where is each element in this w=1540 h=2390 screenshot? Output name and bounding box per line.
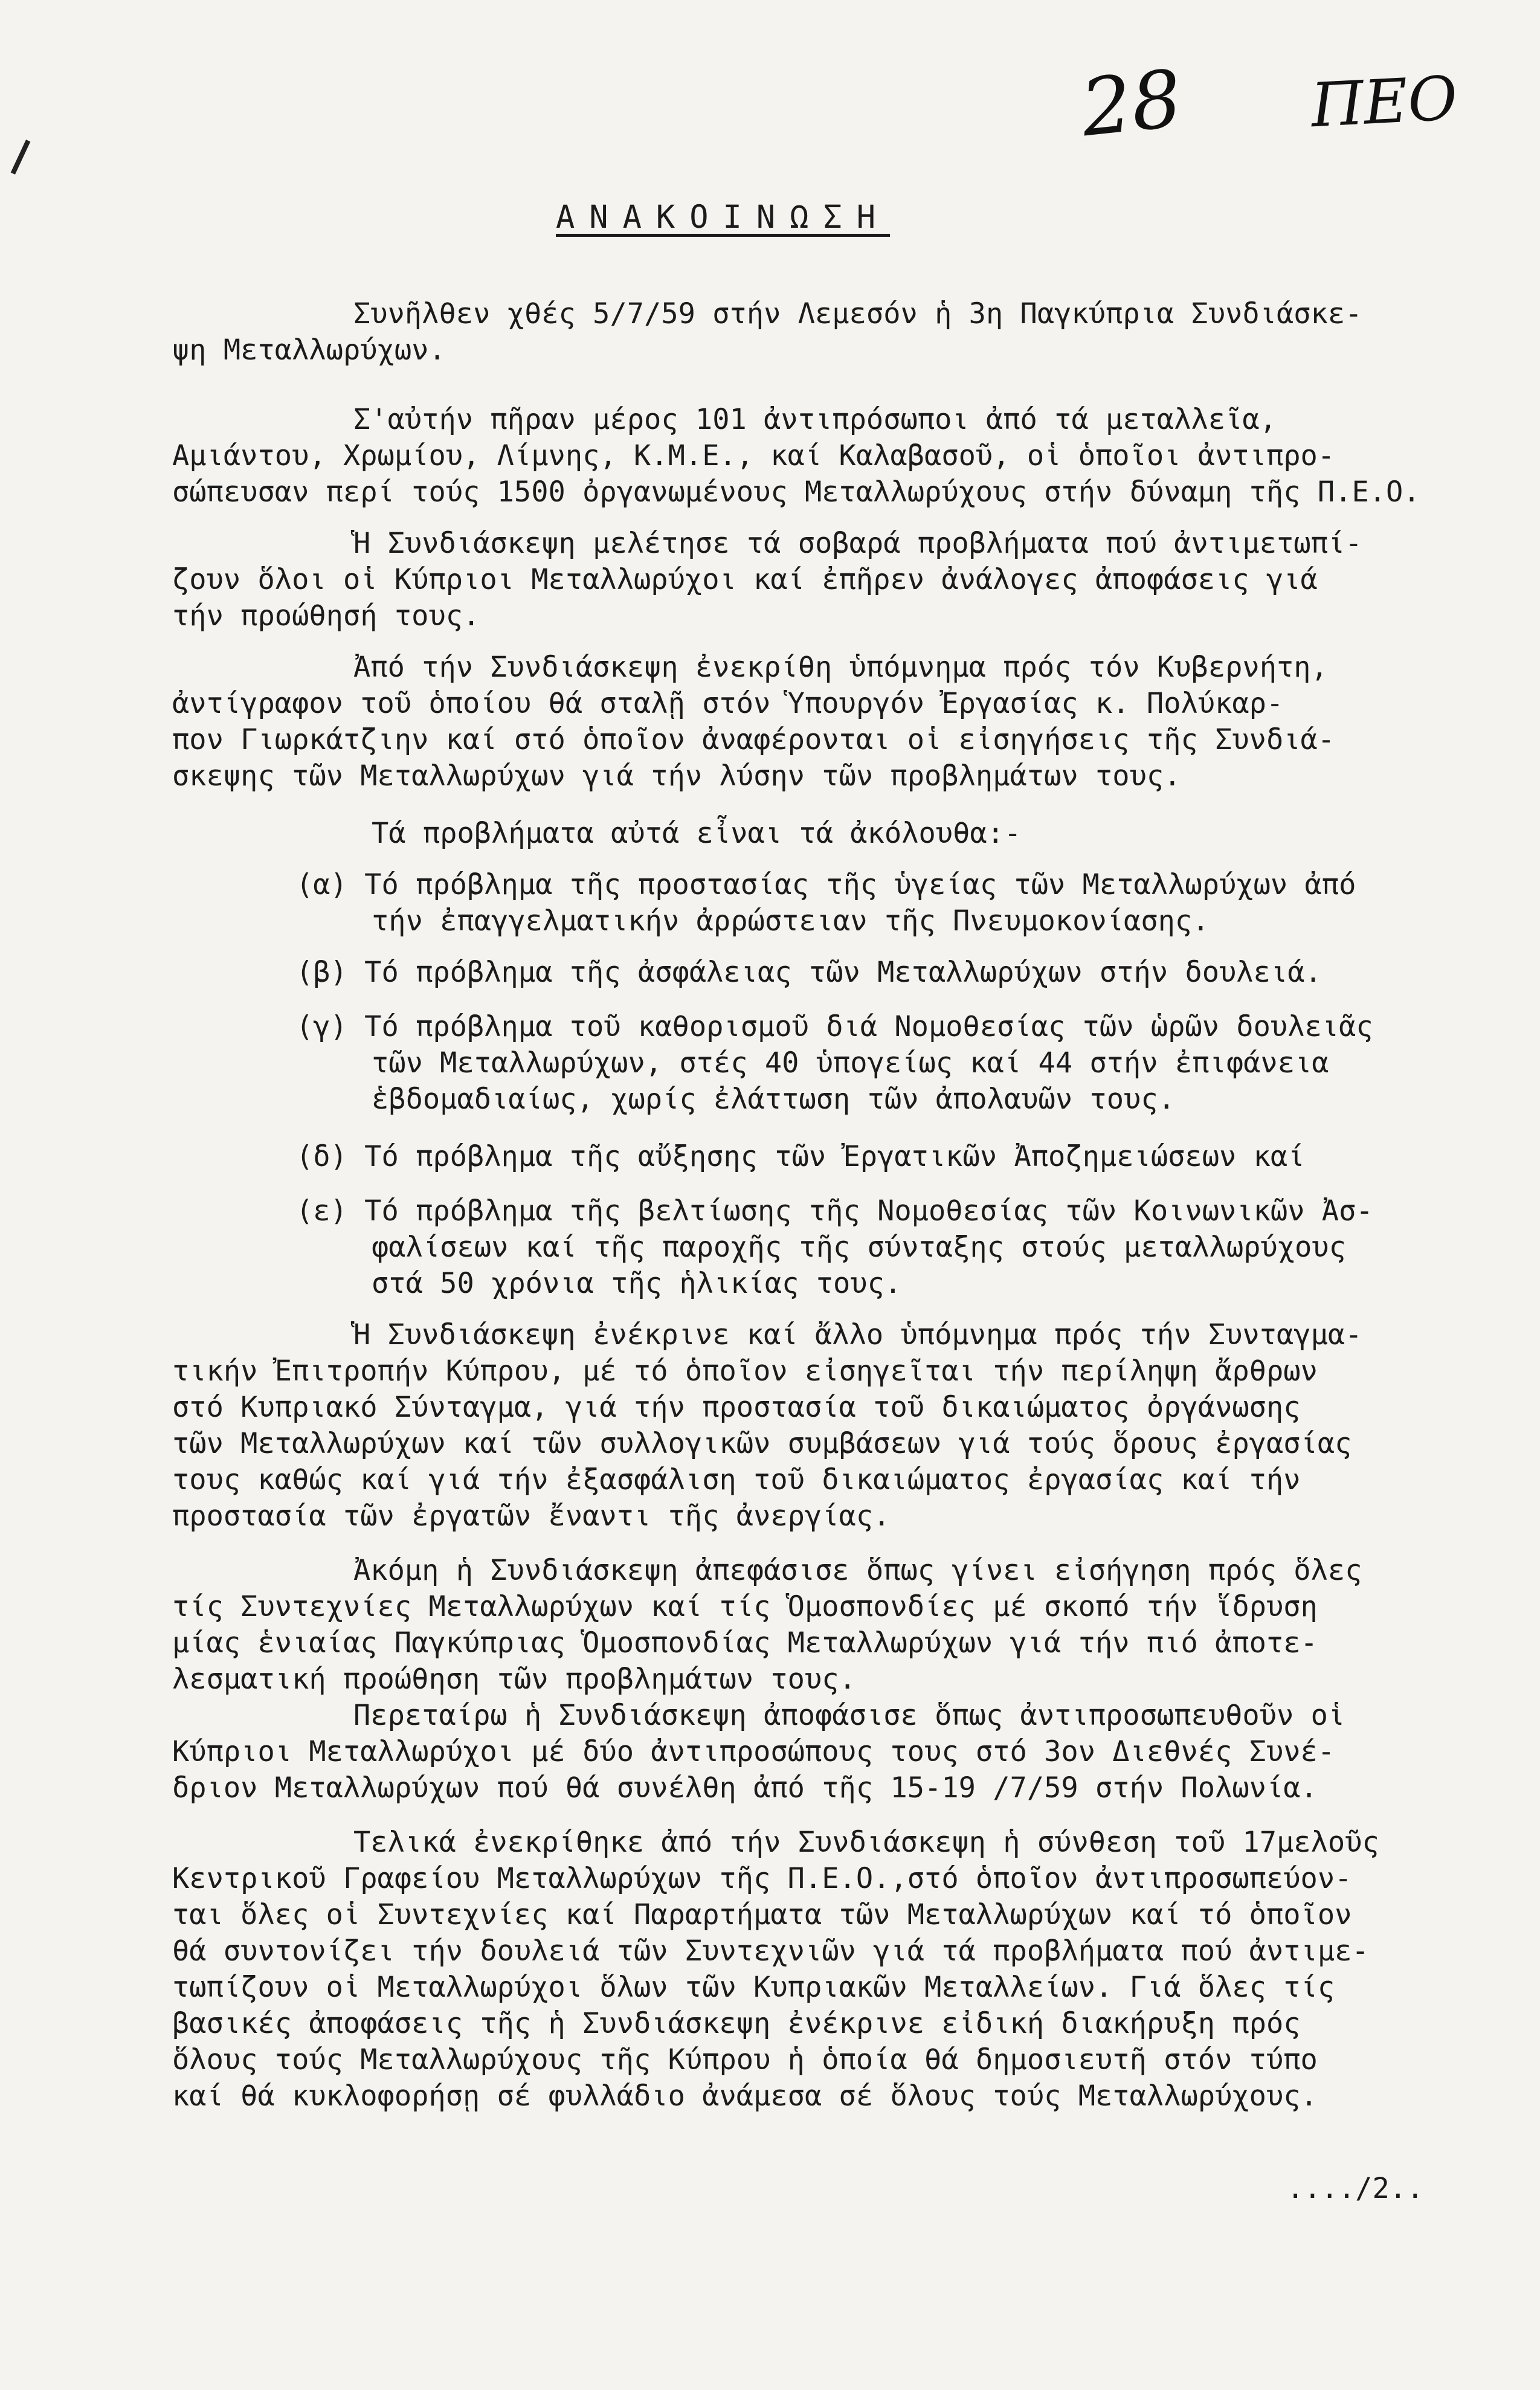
text-line: τους καθώς καί γιά τήν ἐξασφάλιση τοῦ δικαιώματος ἐργασίας καί τήν [172,1463,1301,1496]
text-line: τῶν Μεταλλωρύχων, στές 40 ὑπογείως καί 44 στήν ἐπιφάνεια [372,1046,1329,1080]
handwritten-number: 28 [1077,52,1186,155]
text-line: σώπευσαν περί τούς 1500 ὀργανωμένους Μεταλλωρύχους στήν δύναμη τῆς Π.Ε.Ο. [172,475,1420,509]
text-line: ἑβδομαδιαίως, χωρίς ἐλάττωση τῶν ἀπολαυῶν τους. [372,1083,1175,1116]
text-line: τήν προώθησή τους. [172,599,480,633]
text-line: Συνῆλθεν χθές 5/7/59 στήν Λεμεσόν ἡ 3η Παγκύπρια Συνδιάσκε- [353,297,1362,330]
text-line: στό Κυπριακό Σύνταγμα, γιά τήν προστασία τοῦ δικαιώματος ὀργάνωσης [172,1391,1301,1424]
text-line: φαλίσεων καί τῆς παροχῆς τῆς σύνταξης στούς μεταλλωρύχους [372,1231,1346,1264]
text-line: τωπίζουν οἱ Μεταλλωρύχοι ὅλων τῶν Κυπριακῶν Μεταλλείων. Γιά ὅλες τίς [172,1971,1335,2004]
text-line: βασικές ἀποφάσεις τῆς ἡ Συνδιάσκεψη ἐνέκρινε εἰδική διακήρυξη πρός [172,2007,1301,2040]
continuation-marker: ..../2.. [1287,2172,1424,2205]
text-line: λεσματική προώθηση τῶν προβλημάτων τους. [172,1663,856,1696]
text-line: μίας ἑνιαίας Παγκύπριας Ὁμοσπονδίας Μεταλλωρύχων γιά τήν πιό ἀποτε- [172,1626,1318,1660]
text-line: ὅλους τούς Μεταλλωρύχους τῆς Κύπρου ἡ ὁποία θά δημοσιευτῆ στόν τύπο [172,2043,1318,2076]
text-line: τικήν Ἐπιτροπήν Κύπρου, μέ τό ὁποῖον εἰσηγεῖται τήν περίληψη ἄρθρων [172,1354,1318,1388]
text-line: ζουν ὅλοι οἱ Κύπριοι Μεταλλωρύχοι καί ἐπῆρεν ἀνάλογες ἀποφάσεις γιά [172,563,1318,596]
text-line: (δ) Τό πρόβλημα τῆς αὔξησης τῶν Ἐργατικῶν Ἀποζημειώσεων καί [296,1140,1305,1173]
margin-mark [11,140,31,175]
text-line: ἀντίγραφον τοῦ ὁποίου θά σταλῇ στόν Ὑπουργόν Ἐργασίας κ. Πολύκαρ- [172,687,1284,720]
text-line: (γ) Τό πρόβλημα τοῦ καθορισμοῦ διά Νομοθεσίας τῶν ὡρῶν δουλειᾶς [296,1010,1373,1043]
text-line: ψη Μεταλλωρύχων. [172,333,446,367]
text-line: Ἡ Συνδιάσκεψη μελέτησε τά σοβαρά προβλήματα πού ἀντιμετωπί- [353,527,1362,560]
text-line: Τά προβλήματα αὐτά εἶναι τά ἀκόλουθα:- [372,817,1022,850]
text-line: προστασία τῶν ἐργατῶν ἔναντι τῆς ἀνεργίας. [172,1499,891,1533]
text-line: τίς Συντεχνίες Μεταλλωρύχων καί τίς Ὁμοσπονδίες μέ σκοπό τήν ἵδρυση [172,1590,1318,1623]
text-line: τήν ἐπαγγελματικήν ἀρρώστειαν τῆς Πνευμοκονίασης. [372,904,1210,938]
text-line: ται ὅλες οἱ Συντεχνίες καί Παραρτήματα τῶν Μεταλλωρύχων καί τό ὁποῖον [172,1898,1352,1931]
handwritten-code: ΠΕΟ [1309,62,1460,141]
text-line: Αμιάντου, Χρωμίου, Λίμνης, Κ.Μ.Ε., καί Καλαβασοῦ, οἱ ὁποῖοι ἀντιπρο- [172,439,1335,472]
text-line: Σ'αὐτήν πῆραν μέρος 101 ἀντιπρόσωποι ἀπό τά μεταλλεῖα, [353,403,1277,436]
text-line: Κύπριοι Μεταλλωρύχοι μέ δύο ἀντιπροσώπους τους στό 3ον Διεθνές Συνέ- [172,1735,1335,1768]
text-line: τῶν Μεταλλωρύχων καί τῶν συλλογικῶν συμβάσεων γιά τούς ὅρους ἐργασίας [172,1427,1352,1460]
text-line: Ἀκόμη ἡ Συνδιάσκεψη ἀπεφάσισε ὅπως γίνει εἰσήγηση πρός ὅλες [353,1554,1362,1587]
text-line: θά συντονίζει τήν δουλειά τῶν Συντεχνιῶν γιά τά προβλήματα πού ἀντιμε- [172,1934,1369,1968]
text-line: στά 50 χρόνια τῆς ἡλικίας τους. [372,1267,902,1300]
text-line: Κεντρικοῦ Γραφείου Μεταλλωρύχων τῆς Π.Ε.Ο.,στό ὁποῖον ἀντιπροσωπεύον- [172,1862,1352,1895]
text-line: πον Γιωρκάτζιην καί στό ὁποῖον ἀναφέρονται οἱ εἰσηγήσεις τῆς Συνδιά- [172,723,1335,756]
document-title: ΑΝΑΚΟΙΝΩΣΗ [556,199,891,236]
text-line: Ἡ Συνδιάσκεψη ἐνέκρινε καί ἄλλο ὑπόμνημα πρός τήν Συνταγμα- [353,1318,1362,1351]
text-line: Τελικά ἐνεκρίθηκε ἀπό τήν Συνδιάσκεψη ἡ σύνθεση τοῦ 17μελοῦς [353,1826,1379,1859]
text-line: (β) Τό πρόβλημα τῆς ἀσφάλειας τῶν Μεταλλωρύχων στήν δουλειά. [296,956,1322,989]
text-line: Περεταίρω ἡ Συνδιάσκεψη ἀποφάσισε ὅπως ἀντιπροσωπευθοῦν οἱ [353,1699,1345,1732]
text-line: Ἀπό τήν Συνδιάσκεψη ἐνεκρίθη ὑπόμνημα πρός τόν Κυβερνήτη, [353,651,1328,684]
text-line: δριον Μεταλλωρύχων πού θά συνέλθη ἀπό τῆς 15-19 /7/59 στήν Πολωνία. [172,1771,1318,1805]
text-line: καί θά κυκλοφορήσῃ σέ φυλλάδιο ἀνάμεσα σέ ὅλους τούς Μεταλλωρύχους. [172,2079,1318,2113]
text-line: (ε) Τό πρόβλημα τῆς βελτίωσης τῆς Νομοθεσίας τῶν Κοινωνικῶν Ἀσ- [296,1194,1373,1228]
text-line: σκεψης τῶν Μεταλλωρύχων γιά τήν λύσην τῶν προβλημάτων τους. [172,759,1181,793]
text-line: (α) Τό πρόβλημα τῆς προστασίας τῆς ὑγείας τῶν Μεταλλωρύχων ἀπό [296,868,1356,901]
